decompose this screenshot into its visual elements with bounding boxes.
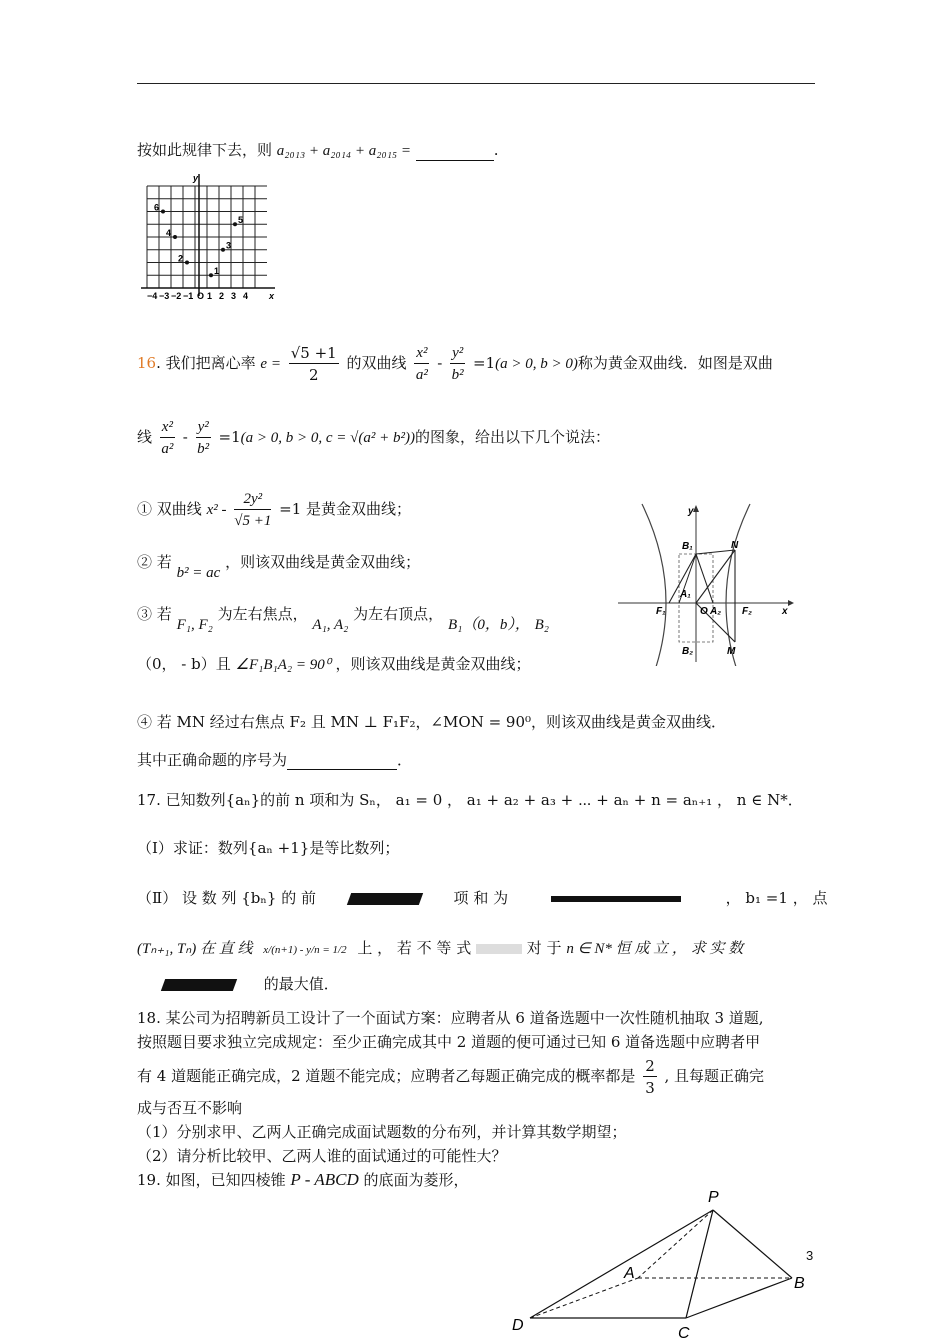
fig-label-F1: F₁ [656, 606, 666, 617]
faded-formula [476, 944, 522, 954]
answer-blank [416, 146, 494, 161]
pyramid-label-B: B [794, 1275, 805, 1292]
grid-x-tick: 1 [207, 291, 213, 301]
pyramid-label-C: C [678, 1325, 690, 1342]
grid-figure [137, 172, 282, 304]
q18-line5: （1）分别求甲、乙两人正确完成面试题数的分布列，并计算其数学期望； [137, 1123, 627, 1141]
hyperbola-figure [612, 502, 794, 666]
q18-line4: 成与否互不影响 [137, 1099, 243, 1117]
pyramid-label-A: A [624, 1265, 635, 1282]
grid-point-label: 3 [226, 240, 232, 251]
q18-line6: （2）请分析比较甲、乙两人谁的面试通过的可能性大？ [137, 1147, 507, 1165]
grid-point [209, 273, 213, 277]
fig-label-A2: A₂ [710, 606, 722, 617]
grid-point [185, 261, 189, 265]
q16-ask: 其中正确命题的序号为 ． [137, 751, 413, 769]
fig-label-B1: B₁ [682, 541, 693, 552]
statement-3-cont: （0， - b）且 ∠F₁B₁A₂ = 90⁰ ，则该双曲线是黄金双曲线； [137, 655, 531, 673]
grid-point [173, 235, 177, 239]
grid-x-tick: −3 [159, 291, 170, 301]
garbled-formula [347, 893, 423, 905]
statement-1: ① 双曲线 x² - $\frac{\text{2y²}}{√5 +1}$ =1 是黄金双曲线； [137, 490, 412, 529]
grid-y-label: y [193, 173, 199, 183]
header-rule [137, 83, 815, 84]
statement-2: ② 若 b² = ac ，则该双曲线是黄金双曲线； [137, 553, 421, 581]
garbled-formula [551, 896, 681, 902]
grid-x-tick: −2 [171, 291, 182, 301]
grid-point-label: 5 [238, 215, 244, 225]
q17-part4: 的最大值． [137, 974, 339, 994]
pyramid-label-P: P [708, 1189, 719, 1206]
fig-label-F2: F₂ [742, 606, 752, 617]
fig-label-A1: A₁ [680, 589, 691, 600]
page-number: 3 [806, 1248, 814, 1263]
fig-label-y: y [688, 506, 694, 517]
q19-line: 19. 如图，已知四棱锥 P - ABCD 的底面为菱形， [137, 1170, 469, 1189]
grid-x-tick: 4 [243, 291, 249, 301]
q16-line2: 线 $\frac{\text{x²}}{\text{a²}}$ - $\frac{\text{y²}}{\text{b²}}$ =1(a > 0, b > 0, c = √(a² + b²))的图象，给出以下几个说法： [137, 418, 611, 457]
grid-point [221, 248, 225, 252]
grid-point-label: 1 [214, 266, 220, 276]
q18-line3: 有 4 道题能正确完成，2 道题不能完成；应聘者乙每题正确完成的概率都是 $\frac{2}{3}$ , 且每题正确完 [137, 1056, 765, 1097]
fig-label-B2: B₂ [682, 646, 694, 657]
garbled-formula [161, 979, 237, 991]
q17-part3: (Tₙ₊₁, Tₙ) 在 直 线 x/(n+1) - y/n = 1/2 上 ， 若 不 等 式 对 于 n ∈ N* 恒 成 立 ， 求 实 数 [137, 939, 744, 957]
grid-x-label: x [269, 291, 275, 301]
question-number: 16 [137, 354, 157, 372]
q18-line1: 18. 某公司为招聘新员工设计了一个面试方案：应聘者从 6 道备选题中一次性随机抽取 3 道题, [137, 1009, 764, 1027]
grid-point-label: 4 [166, 227, 172, 238]
grid-point [233, 222, 237, 226]
q15-tail: 按如此规律下去，则 a₂₀₁₃ + a₂₀₁₄ + a₂₀₁₅ = . [137, 141, 499, 159]
statement-3: ③ 若 F₁, F₂ 为左右焦点， A₁, A₂ 为左右顶点， B₁（0，b）， B₂ [137, 605, 550, 633]
grid-x-tick: 2 [219, 291, 225, 301]
fig-label-O: O [700, 606, 708, 617]
q17-part2: （Ⅱ） 设 数 列 {bₙ} 的 前 项 和 为 ， b₁ =1 ， 点 [137, 889, 828, 907]
q18-line2: 按照题目要求独立完成规定：至少正确完成其中 2 道题的便可通过已知 6 道备选题中应聘者甲 [137, 1033, 761, 1051]
pyramid-figure [500, 1180, 820, 1344]
pyramid-label-D: D [512, 1317, 524, 1334]
eccentricity-fraction: $\frac{√5 +1}{2}$ [290, 343, 337, 384]
q17-part1: （Ⅰ）求证：数列{aₙ +1}是等比数列； [137, 839, 400, 857]
q16-line1: 16. 我们把离心率 e = $\frac{√5 +1}{2}$ 的双曲线 $\frac{\text{x²}}{\text{a²}}$ - $\frac{\text{y²}}{\text{b²}}$ =1(a > 0, b > 0)称为黄金双曲线．如图是双曲 [137, 343, 773, 384]
grid-x-tick: −1 [183, 291, 194, 301]
grid-x-tick: O [197, 291, 205, 301]
fig-label-N: N [731, 540, 739, 551]
grid-point-label: 6 [154, 202, 160, 213]
q17-intro: 17. 已知数列{aₙ}的前 n 项和为 Sₙ， a₁ = 0 ， a₁ + a₂ + a₃ + ⋯ + aₙ + n = aₙ₊₁ ， n ∈ N*． [137, 791, 803, 809]
grid-x-tick: −4 [147, 291, 158, 301]
statement-4: ④ 若 MN 经过右焦点 F₂ 且 MN ⊥ F₁F₂，∠MON = 90⁰，则该双曲线是黄金双曲线． [137, 713, 727, 731]
grid-point-label: 2 [178, 253, 184, 264]
fig-label-x: x [782, 606, 788, 617]
grid-point [161, 210, 165, 214]
grid-x-tick: 3 [231, 291, 237, 301]
fig-label-M: M [727, 646, 736, 657]
